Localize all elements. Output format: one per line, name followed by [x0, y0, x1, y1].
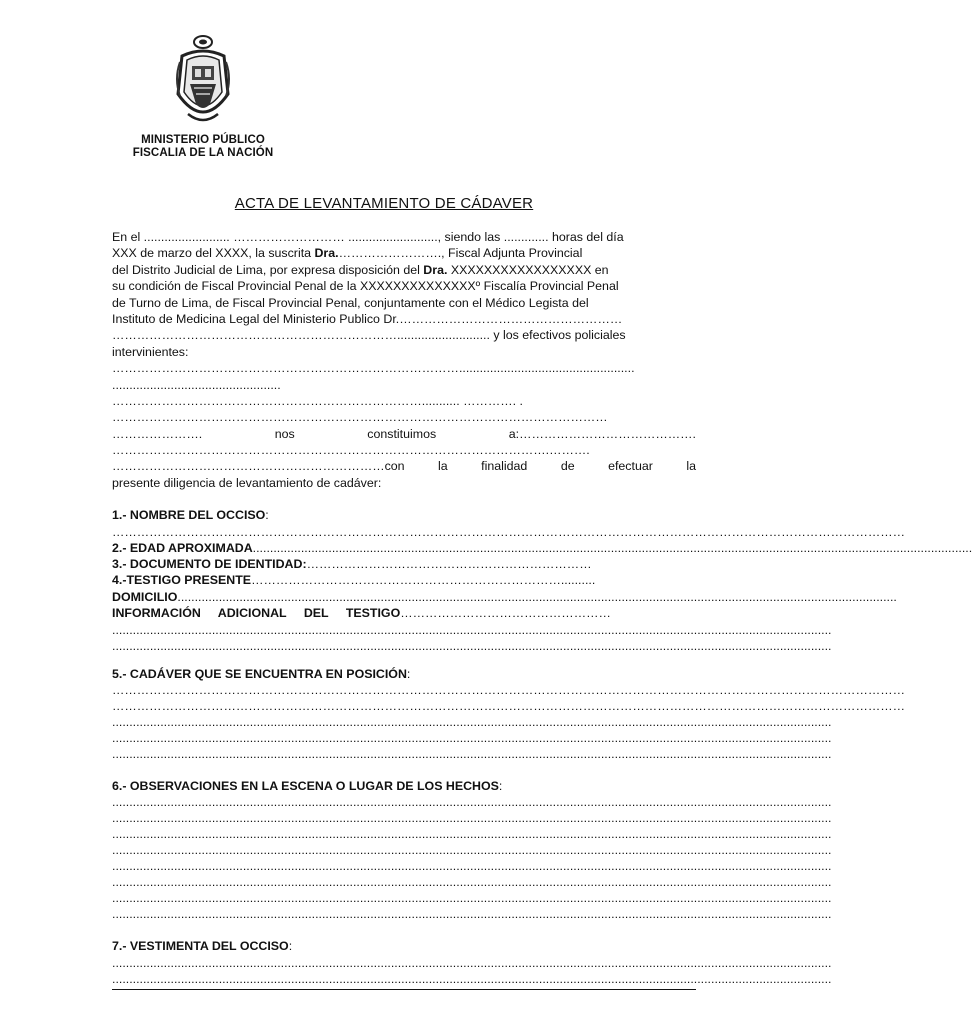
fill-line[interactable]: …………………………………………………………………………………………………………………………………………………………………………	[112, 524, 905, 539]
fill-line[interactable]: .................................................................................................................................................................................................................	[112, 714, 832, 729]
intro-fill-line[interactable]: .................................................	[112, 377, 281, 392]
intro-line: En el ......................... ……………………… .........................., siendo las ............. horas del día	[112, 230, 624, 244]
fill-line[interactable]: .................................................................................................................................................................................................................	[112, 746, 832, 761]
intro-line: Instituto de Medicina Legal del Ministerio Publico Dr.………………………………………………	[112, 311, 623, 326]
section-5-label: 5.- CADÁVER QUE SE ENCUENTRA EN POSICIÓN	[112, 666, 407, 681]
org-name-line2: FISCALIA DE LA NACIÓN	[132, 147, 274, 159]
fill-line[interactable]: …………………………………………………………………………………………………………………………………………………………………………	[112, 698, 905, 713]
fill-line[interactable]: .................................................................................................................................................................................................................	[252, 540, 972, 555]
intro-line: su condición de Fiscal Provincial Penal de la XXXXXXXXXXXXXXº Fiscalía Provincial Penal	[112, 279, 619, 294]
intro-line: intervinientes:	[112, 344, 189, 359]
intro-fill-line[interactable]: …………………………………………………………………........... …………. .	[112, 393, 523, 408]
intro-fill-line[interactable]: …………………………………………………………………………………………………………	[112, 410, 608, 425]
section-5: 5.- CADÁVER QUE SE ENCUENTRA EN POSICIÓN: ………………………………………………………………………………………………………………………………………………………………………… ………………………………………………………………………………………………………………………………………………………………………… ................................................................................................................................................................................................................. ................................................................................................................................................................................................................. .................................................................................................................................................................................................................	[112, 666, 905, 761]
section-4-label: 4.-TESTIGO PRESENTE	[112, 573, 252, 588]
bottom-rule	[112, 989, 696, 990]
intro-line: del Distrito Judicial de Lima, por expresa disposición del Dra. XXXXXXXXXXXXXXXXX en	[112, 262, 609, 277]
fill-line[interactable]: .................................................................................................................................................................................................................	[177, 589, 897, 604]
document-body	[112, 229, 972, 990]
section-3-label: 3.- DOCUMENTO DE IDENTIDAD:	[112, 557, 307, 572]
section-7-label: 7.- VESTIMENTA DEL OCCISO	[112, 939, 289, 954]
domicilio-label: DOMICILIO	[112, 589, 178, 604]
intro-line: …………………. nos constituimos a:…………………………………….	[112, 426, 696, 441]
fill-line[interactable]: ……………………………………………	[400, 606, 611, 621]
org-name-line1: MINISTERIO PÚBLICO	[141, 134, 265, 146]
fill-line[interactable]: …………………………………………………………………………………………………………………………………………………………………………	[112, 682, 905, 697]
fill-line[interactable]: …………………………………………………………………..........	[251, 573, 596, 588]
fill-line[interactable]: .................................................................................................................................................................................................................	[112, 875, 832, 890]
intro-line: de Turno de Lima, de Fiscal Provincial Penal, conjuntamente con el Médico Legista del	[112, 295, 589, 310]
intro-line: presente diligencia de levantamiento de cadáver:	[112, 475, 382, 490]
fill-line[interactable]: ……………………………………………………………	[306, 557, 592, 572]
fill-line[interactable]: .................................................................................................................................................................................................................	[112, 859, 832, 874]
fill-line[interactable]: .................................................................................................................................................................................................................	[112, 827, 832, 842]
section-7: 7.- VESTIMENTA DEL OCCISO: ................................................................................................................................................................................................................. .................................................................................................................................................................................................................	[112, 938, 696, 989]
fill-line[interactable]: .................................................................................................................................................................................................................	[112, 795, 832, 810]
fill-line[interactable]: .................................................................................................................................................................................................................	[112, 811, 832, 826]
intro-fill-line[interactable]: …………………………………………………………………………...................................................	[112, 361, 635, 376]
fill-line[interactable]: .................................................................................................................................................................................................................	[112, 843, 832, 858]
section-1-label: 1.- NOMBRE DEL OCCISO	[112, 508, 266, 523]
section-1: 1.- NOMBRE DEL OCCISO: ………………………………………………………………………………………………………………………………………………………………………… 2.- EDAD APROXIMADA................................................................................................................................................................................................................. 3.- DOCUMENTO DE IDENTIDAD:…………………………………………………………… 4.-TESTIGO PRESENTE………………………………………………………………….......... DOMICILIO................................................................................................................................................................................................................. INFORMACIÓN ADICIONAL DEL TESTIGO…………………………………………… ................................................................................................................................................................................................................. .................................................................................................................................................................................................................	[112, 508, 972, 653]
fill-line[interactable]: .................................................................................................................................................................................................................	[112, 622, 832, 637]
fill-line[interactable]: .................................................................................................................................................................................................................	[112, 955, 832, 970]
info-testigo-label: INFORMACIÓN ADICIONAL DEL TESTIGO	[112, 606, 401, 621]
section-6: 6.- OBSERVACIONES EN LA ESCENA O LUGAR DE LOS HECHOS: ................................................................................................................................................................................................................. ................................................................................................................................................................................................................. ................................................................................................................................................................................................................. ................................................................................................................................................................................................................. ................................................................................................................................................................................................................. ................................................................................................................................................................................................................. ................................................................................................................................................................................................................. .................................................................................................................................................................................................................	[112, 778, 832, 922]
intro-fill-line[interactable]: …………………………………………………………………………………………….……….	[112, 443, 590, 458]
fill-line[interactable]: .................................................................................................................................................................................................................	[112, 971, 832, 986]
fill-line[interactable]: .................................................................................................................................................................................................................	[112, 730, 832, 745]
fill-line[interactable]: .................................................................................................................................................................................................................	[112, 907, 832, 922]
coat-of-arms-seal-icon	[170, 34, 236, 130]
section-2-label: 2.- EDAD APROXIMADA	[112, 540, 253, 555]
fill-line[interactable]: .................................................................................................................................................................................................................	[112, 638, 832, 653]
section-6-label: 6.- OBSERVACIONES EN LA ESCENA O LUGAR DE LOS HECHOS	[112, 778, 499, 793]
letterhead	[118, 34, 288, 160]
document-title: ACTA DE LEVANTAMIENTO DE CÁDAVER	[234, 195, 534, 212]
fill-line[interactable]: .................................................................................................................................................................................................................	[112, 891, 832, 906]
intro-line: XXX de marzo del XXXX, la suscrita Dra.……………………., Fiscal Adjunta Provincial	[112, 246, 583, 261]
intro-paragraph	[112, 229, 696, 491]
intro-line: …………………………………………………………con la finalidad de efectuar la	[112, 459, 696, 474]
intro-line: ……………………………………………………………........................... y los efectivos policiales	[112, 328, 626, 343]
